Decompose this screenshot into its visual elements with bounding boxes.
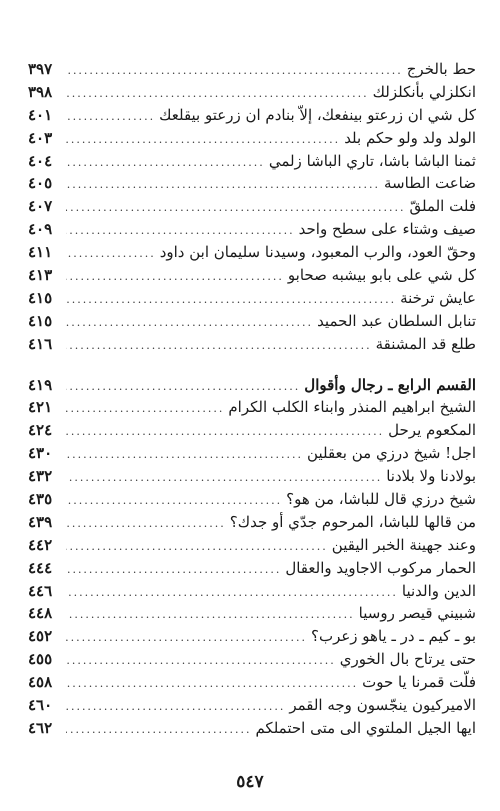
dot-leader — [66, 312, 313, 335]
toc-entry-title: ايها الجيل الملتوي الى متى احتملكم — [255, 718, 476, 737]
toc-entry-page: ٤١٣ — [28, 266, 53, 285]
toc-entry-page: ٤٠٤ — [28, 151, 53, 170]
toc-entry-title: شبيني قيصر روسيا — [358, 604, 476, 623]
toc-entry — [28, 694, 476, 717]
dot-leader — [66, 559, 281, 582]
toc-entry-title: انكلزلي بأنكلزلك — [372, 82, 476, 101]
toc-entry — [28, 287, 476, 310]
toc-entry — [28, 218, 476, 241]
toc-entry — [28, 264, 476, 287]
toc-entry-page: ٤٣٢ — [28, 467, 53, 486]
toc-entry-title: كل شي ان زرعتو بينفعك، إلاّ بنادم ان زرعتو بيقلعك — [159, 105, 476, 124]
toc-entry-page: ٣٩٨ — [28, 82, 53, 101]
toc-entry-title: الاميركيون ينجّسون وجه القمر — [289, 696, 476, 715]
toc-entry — [28, 58, 476, 81]
toc-entry-page: ٤٠١ — [28, 105, 53, 124]
toc-group-1 — [28, 58, 476, 356]
toc-entry — [28, 333, 476, 356]
toc-entry-page: ٤٠٩ — [28, 220, 53, 239]
toc-entry-page: ٤١٦ — [28, 334, 53, 353]
toc-entry — [28, 419, 476, 442]
toc-entry-title: الولد ولد ولو حكم بلد — [344, 128, 476, 147]
toc-entry — [28, 442, 476, 465]
section-gap — [28, 356, 476, 374]
dot-leader — [66, 696, 285, 719]
toc-entry-title: شيخ درزي قال للباشا، من هو؟ — [286, 490, 476, 509]
dot-leader — [66, 106, 155, 129]
toc-entry-title: حط بالخرج — [406, 60, 476, 78]
dot-leader — [66, 335, 372, 358]
toc-entry-title: من قالها للباشا، المرحوم جدّي أو جدك؟ — [229, 512, 476, 531]
dot-leader — [66, 513, 226, 536]
toc-entry — [28, 172, 476, 195]
toc-entry — [28, 648, 476, 671]
section-heading-title: القسم الرابع ـ رجال وأقوال — [304, 375, 476, 394]
toc-entry-title: المكعوم يرحل — [388, 421, 476, 440]
dot-leader — [66, 129, 340, 152]
page-number: ٥٤٧ — [236, 772, 264, 792]
toc-entry — [28, 511, 476, 534]
toc-entry — [28, 241, 476, 264]
toc-entry-page: ٤٣٩ — [28, 512, 53, 531]
toc-entry-page: ٤٦٠ — [28, 696, 53, 715]
toc-entry-title: بولادنا ولا بلادنا — [386, 467, 476, 486]
toc-entry — [28, 534, 476, 557]
toc-entry — [28, 81, 476, 104]
toc-entry-page: ٤٥٨ — [28, 673, 53, 692]
dot-leader — [66, 83, 369, 106]
toc-entry-page: ٤١٥ — [28, 288, 53, 307]
dot-leader — [66, 604, 355, 627]
toc-entry-title: طلع قد المشنقة — [375, 334, 476, 353]
dot-leader — [66, 673, 358, 696]
dot-leader — [66, 152, 265, 175]
toc-entry — [28, 127, 476, 150]
toc-entry — [28, 150, 476, 173]
toc-entry-page: ٤٦٢ — [28, 718, 53, 737]
toc-entry-title: فلّت قمرنا يا حوت — [362, 673, 476, 692]
dot-leader — [66, 444, 303, 467]
toc-entry — [28, 195, 476, 218]
dot-leader — [66, 376, 300, 399]
dot-leader — [66, 627, 307, 650]
toc-entry-title: الشيخ ابراهيم المنذر وابناء الكلب الكرام — [228, 398, 476, 417]
toc-entry-page: ٤٤٤ — [28, 558, 53, 577]
toc-entry-page: ٤٤٨ — [28, 604, 53, 623]
toc-entry-title: تنابل السلطان عبد الحميد — [317, 311, 476, 330]
toc-entry-title: ضاعت الطاسة — [384, 174, 476, 193]
toc-entry-page: ٤٢٤ — [28, 421, 53, 440]
toc-entry-page: ٤٣٠ — [28, 444, 53, 463]
toc-entry-page: ٤٢١ — [28, 398, 53, 417]
toc-entry-page: ٤٠٥ — [28, 174, 53, 193]
dot-leader — [66, 289, 396, 312]
dot-leader — [66, 174, 380, 197]
dot-leader — [66, 719, 251, 742]
toc-entry-page: ٤٥٢ — [28, 627, 53, 646]
toc-entry-title: ثمنا الباشا باشا، تاري الباشا زلمي — [268, 151, 476, 170]
toc-entry — [28, 465, 476, 488]
dot-leader — [66, 536, 328, 559]
toc-entry-page: ٤١٥ — [28, 311, 53, 330]
toc-entry — [28, 580, 476, 603]
dot-leader — [66, 243, 156, 266]
dot-leader — [66, 490, 282, 513]
dot-leader — [66, 266, 284, 289]
toc-entry-title: حتى يرتاح بال الخوري — [339, 650, 476, 669]
toc-entry — [28, 602, 476, 625]
toc-entry-page: ٤٤٦ — [28, 581, 53, 600]
toc-entry-page: ٤٥٥ — [28, 650, 53, 669]
dot-leader — [66, 398, 224, 421]
toc-section-heading — [28, 374, 476, 397]
dot-leader — [66, 582, 398, 605]
toc-entry-title: وحقّ العود، والرب المعبود، وسيدنا سليمان ابن داود — [159, 243, 476, 262]
dot-leader — [66, 197, 405, 220]
toc-entry — [28, 625, 476, 648]
toc-entry — [28, 557, 476, 580]
toc-entry — [28, 396, 476, 419]
section-heading-page: ٤١٩ — [28, 375, 53, 394]
toc-entry-page: ٤٤٢ — [28, 535, 53, 554]
toc-entry-title: الحمار مركوب الاجاويد والعقال — [285, 558, 476, 577]
toc-entry-title: اجل! شيخ درزي من بعقلين — [307, 444, 476, 463]
dot-leader — [66, 467, 382, 490]
toc-entry-title: بو ـ كيم ـ در ـ ياهو زعرب؟ — [310, 627, 476, 646]
dot-leader — [66, 60, 403, 83]
toc-entry-title: صيف وشتاء على سطح واحد — [298, 220, 476, 239]
dot-leader — [66, 650, 336, 673]
toc-entry-title: الدين والدنيا — [401, 581, 476, 600]
toc-group-2 — [28, 396, 476, 739]
toc-entry — [28, 671, 476, 694]
toc-entry-page: ٣٩٧ — [28, 60, 53, 78]
toc-entry-title: وعند جهينة الخبر اليقين — [331, 535, 476, 554]
dot-leader — [66, 220, 295, 243]
toc-entry-title: فلت الملقّ — [409, 197, 476, 216]
toc-entry — [28, 104, 476, 127]
toc-entry-page: ٤١١ — [28, 243, 53, 262]
toc-entry-page: ٤٠٧ — [28, 197, 53, 216]
toc-entry-page: ٤٠٣ — [28, 128, 53, 147]
toc-entry-page: ٤٣٥ — [28, 490, 53, 509]
toc-entry — [28, 488, 476, 511]
table-of-contents — [28, 58, 476, 740]
toc-entry — [28, 717, 476, 740]
toc-entry — [28, 310, 476, 333]
toc-entry-title: كل شي على بابو بيشبه صحابو — [287, 266, 476, 285]
dot-leader — [66, 421, 384, 444]
toc-entry-title: عايش ترخنة — [400, 288, 476, 307]
